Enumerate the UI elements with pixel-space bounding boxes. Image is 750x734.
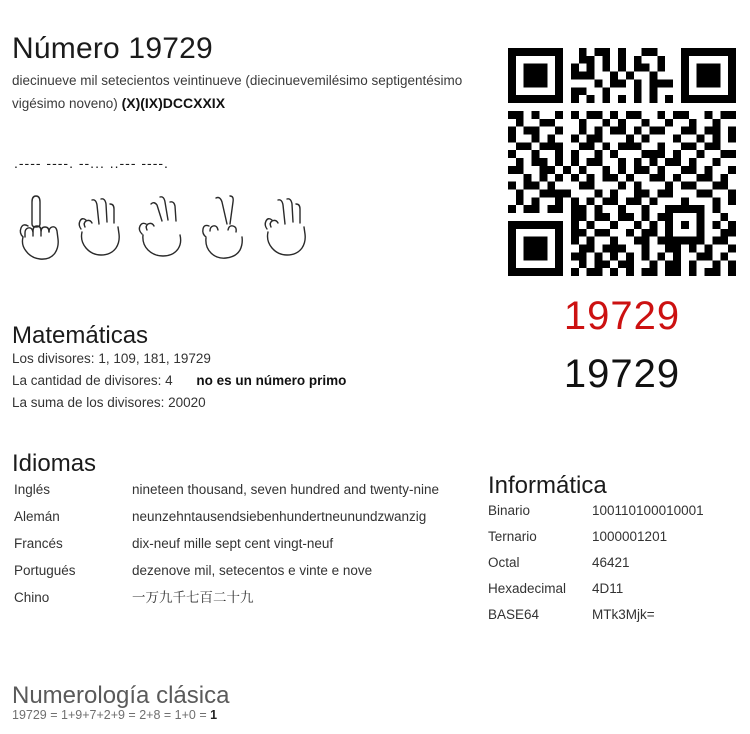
table-row (488, 498, 738, 524)
informatics-name: BASE64 (488, 607, 540, 622)
section-heading-languages: Idiomas (12, 449, 97, 477)
language-name: Alemán (14, 509, 60, 524)
table-row (488, 576, 738, 602)
number-in-words: diecinueve mil setecientos veintinueve (12, 73, 242, 88)
table-row (488, 550, 738, 576)
language-name: Francés (14, 536, 63, 551)
morse-code: .---- ----. --... ..--- ----. (14, 155, 169, 171)
qr-code-icon (508, 48, 736, 276)
divisor-sum-label: La suma de los divisores: (12, 395, 165, 410)
language-name: Chino (14, 590, 50, 605)
informatics-value: MTk3Mjk= (592, 607, 655, 622)
table-row (12, 530, 480, 557)
table-row (488, 524, 738, 550)
divisors-value: 1, 109, 181, 19729 (98, 351, 211, 366)
informatics-name: Ternario (488, 529, 537, 544)
languages-table (12, 476, 480, 611)
hand-digit-9-second-icon (258, 190, 314, 265)
informatics-table (488, 498, 738, 628)
divisors-row (12, 348, 346, 370)
section-heading-numerology: Numerología clásica (12, 681, 230, 709)
language-name: Portugués (14, 563, 76, 578)
informatics-name: Octal (488, 555, 520, 570)
informatics-value: 100110100010001 (592, 503, 704, 518)
language-value: nineteen thousand, seven hundred and twenty-nine (132, 482, 439, 497)
numerology-result: 1 (210, 708, 218, 722)
divisor-count-label: La cantidad de divisores: (12, 373, 162, 388)
sign-language-row (10, 190, 314, 265)
section-heading-mathematics: Matemáticas (12, 321, 149, 349)
table-row (12, 503, 480, 530)
divisor-sum-row (12, 392, 346, 414)
table-row (12, 557, 480, 584)
divisor-sum-value: 20020 (168, 395, 206, 410)
number-description (12, 70, 482, 115)
mathematics-block (12, 348, 346, 414)
numerology-expression: 19729 = 1+9+7+2+9 = 2+8 = 1+0 = (12, 708, 211, 722)
table-row (12, 584, 480, 611)
divisor-count-row (12, 370, 346, 392)
numerology-calculation (12, 708, 217, 722)
table-row (12, 476, 480, 503)
number-display-black: 19729 (563, 352, 681, 396)
informatics-name: Binario (488, 503, 531, 518)
language-value: dix-neuf mille sept cent vingt-neuf (132, 536, 334, 551)
informatics-value: 46421 (592, 555, 630, 570)
informatics-value: 1000001201 (592, 529, 668, 544)
divisor-count-value: 4 (165, 373, 173, 388)
language-value: dezenove mil, setecentos e vinte e nove (132, 563, 373, 578)
hand-digit-9-icon (72, 190, 128, 265)
hand-digit-1-icon (10, 190, 66, 265)
divisors-label: Los divisores: (12, 351, 95, 366)
ordinal-in-words: (diecinuevemilésimo septigentésimo vigésimo noveno) (12, 73, 463, 111)
section-heading-informatics: Informática (488, 471, 607, 499)
table-row (488, 602, 738, 628)
language-name: Inglés (14, 482, 51, 497)
hand-digit-2-icon (196, 190, 252, 265)
informatics-name: Hexadecimal (488, 581, 567, 596)
language-value: 一万九千七百二十九 (132, 590, 254, 605)
hand-digit-7-icon (134, 190, 190, 265)
number-display-red: 19729 (563, 294, 681, 338)
page-title: Número 19729 (12, 32, 213, 66)
informatics-value: 4D11 (592, 581, 624, 596)
prime-note: no es un número primo (196, 373, 347, 388)
language-value: neunzehntausendsiebenhundertneunundzwanzig (132, 509, 427, 524)
roman-numeral: (X)(IX)DCCXXIX (121, 95, 226, 111)
